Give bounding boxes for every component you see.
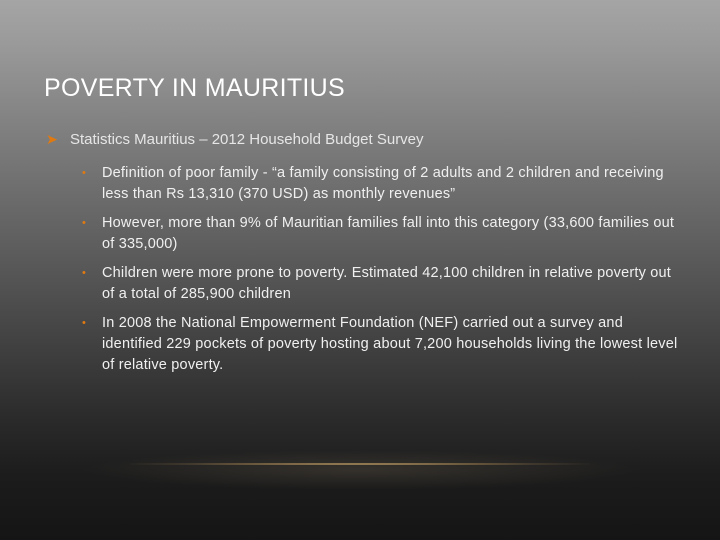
floor-glow [80,450,640,490]
bullet-text: Definition of poor family - “a family consisting of 2 adults and 2 children and receiving less than Rs 13,310 (370 USD) as monthly revenues” [102,165,664,202]
bullet-item [82,313,682,376]
bullet-item [82,213,682,255]
bullet-dot-icon: • [82,167,87,179]
arrow-bullet-icon: ➤ [46,131,58,147]
bullet-text: Children were more prone to poverty. Estimated 42,100 children in relative poverty out of a total of 285,900 children [102,265,672,302]
bullet-list [82,163,682,384]
bullet-dot-icon: • [82,217,87,229]
bullet-dot-icon: • [82,317,87,329]
floor-divider-line [130,463,590,465]
bullet-item [82,263,682,305]
slide-title: POVERTY IN MAURITIUS [44,74,345,102]
bullet-text: However, more than 9% of Mauritian families fall into this category (33,600 families out of 335,000) [102,215,675,252]
bullet-text: In 2008 the National Empowerment Foundation (NEF) carried out a survey and identified 229 pockets of poverty hosting about 7,200 households living the lowest level of relative poverty. [102,315,678,373]
level1-text: Statistics Mauritius – 2012 Household Budget Survey [70,131,424,148]
bullet-item [82,163,682,205]
level1-item [46,131,424,148]
bullet-dot-icon: • [82,267,87,279]
